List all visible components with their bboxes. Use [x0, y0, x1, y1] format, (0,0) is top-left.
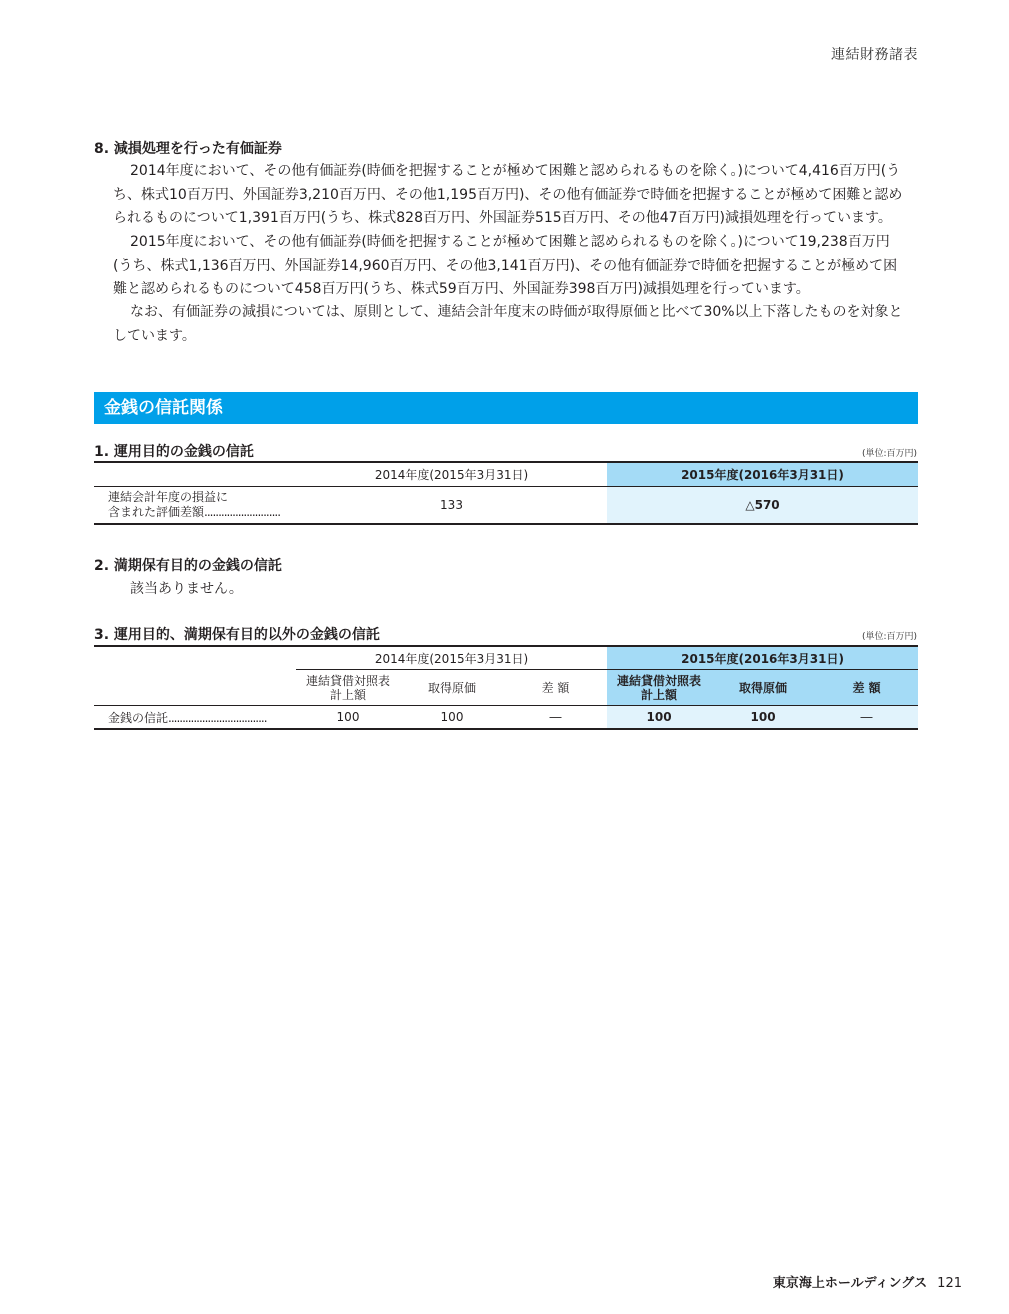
r2014-cost: 100 [440, 710, 464, 724]
p3-line-1: なお、有価証券の減損については、原則として、連結会計年度末の時価が取得原価と比べて30%以上下落したものを対象と [130, 304, 903, 320]
subheader-2015-diff: 差 額 [815, 670, 918, 706]
r2014-amount: 100 [336, 710, 360, 724]
subheader-2015-amount [607, 670, 711, 706]
section-8-paragraph-1 [113, 160, 919, 231]
trading-trust-table [94, 461, 918, 525]
header-blank [94, 462, 296, 487]
sub2-text: 該当ありません。 [130, 581, 243, 597]
header-2014: 2014年度(2015年3月31日) [374, 468, 529, 482]
leader-dots: ................................... [168, 710, 267, 725]
header-2015: 2015年度(2016年3月31日) [607, 462, 918, 487]
p1-line-1: 2014年度において、その他有価証券(時価を把握することが極めて困難と認められるものを除く。)について4,416百万円(う [130, 163, 901, 179]
value-2015: △570 [607, 487, 918, 525]
page-number: 121 [937, 1276, 962, 1291]
section-8-title: 8. 減損処理を行った有価証券 [94, 141, 282, 157]
sub3-unit: (単位:百万円) [861, 632, 917, 642]
leader-dots: ........................... [204, 505, 281, 519]
subheader-blank [94, 670, 296, 706]
r2015-diff: ― [815, 706, 918, 730]
table-subheader-row [94, 670, 918, 706]
amount-label-1: 連結貸借対照表 [305, 673, 390, 688]
amount-label-2: 計上額 [641, 687, 678, 702]
sub2-title: 2. 満期保有目的の金銭の信託 [94, 558, 282, 574]
running-head: 連結財務諸表 [831, 47, 918, 63]
r2015-amount: 100 [607, 706, 711, 730]
row-label-line-2: 含まれた評価差額 [108, 505, 205, 519]
page-footer [773, 1272, 962, 1291]
table-header-row [94, 462, 918, 487]
other-trust-table [94, 645, 918, 730]
subheader-2014-cost: 取得原価 [427, 680, 476, 695]
header-blank [94, 646, 296, 670]
row-label [94, 706, 296, 730]
p1-line-3: られるものについて1,391百万円(うち、株式828百万円、外国証券515百万円、その他47百万円)減損処理を行っています。 [113, 210, 892, 226]
section-8-paragraph-2 [113, 231, 919, 302]
p3-line-2: しています。 [113, 327, 196, 344]
r2015-cost: 100 [711, 706, 815, 730]
r2014-diff: ― [549, 710, 562, 724]
sub3-title: 3. 運用目的、満期保有目的以外の金銭の信託 [94, 627, 380, 643]
table-row [94, 487, 918, 525]
row-label-line-1: 連結会計年度の損益に [108, 490, 229, 504]
value-2014: 133 [440, 498, 463, 512]
header-2015: 2015年度(2016年3月31日) [607, 646, 918, 670]
p1-line-2: ち、株式10百万円、外国証券3,210百万円、その他1,195百万円)、その他有価証券で時価を把握することが極めて困難と認め [113, 186, 903, 203]
section-band-money-trust: 金銭の信託関係 [94, 392, 918, 424]
table-header-row [94, 646, 918, 670]
footer-company: 東京海上ホールディングス [772, 1276, 928, 1291]
sub1-title: 1. 運用目的の金銭の信託 [94, 444, 254, 460]
row-label [94, 487, 296, 525]
section-8-paragraph-3 [113, 301, 919, 348]
amount-label-2: 計上額 [329, 687, 366, 702]
subheader-2014-amount [296, 670, 400, 706]
row-label-text: 金銭の信託 [108, 710, 169, 725]
subheader-2014-diff: 差 額 [541, 680, 570, 695]
header-2014: 2014年度(2015年3月31日) [296, 646, 607, 670]
amount-label-1: 連結貸借対照表 [617, 673, 702, 688]
p2-line-2: (うち、株式1,136百万円、外国証券14,960百万円、その他3,141百万円)、その他有価証券で時価を把握することが極めて困 [113, 257, 898, 274]
p2-line-3: 難と認められるものについて458百万円(うち、株式59百万円、外国証券398百万円)減損処理を行っています。 [113, 281, 810, 297]
p2-line-1: 2015年度において、その他有価証券(時価を把握することが極めて困難と認められるものを除く。)について19,238百万円 [130, 234, 890, 250]
sub1-unit: (単位:百万円) [861, 449, 917, 459]
table-row [94, 706, 918, 730]
subheader-2015-cost: 取得原価 [711, 670, 815, 706]
